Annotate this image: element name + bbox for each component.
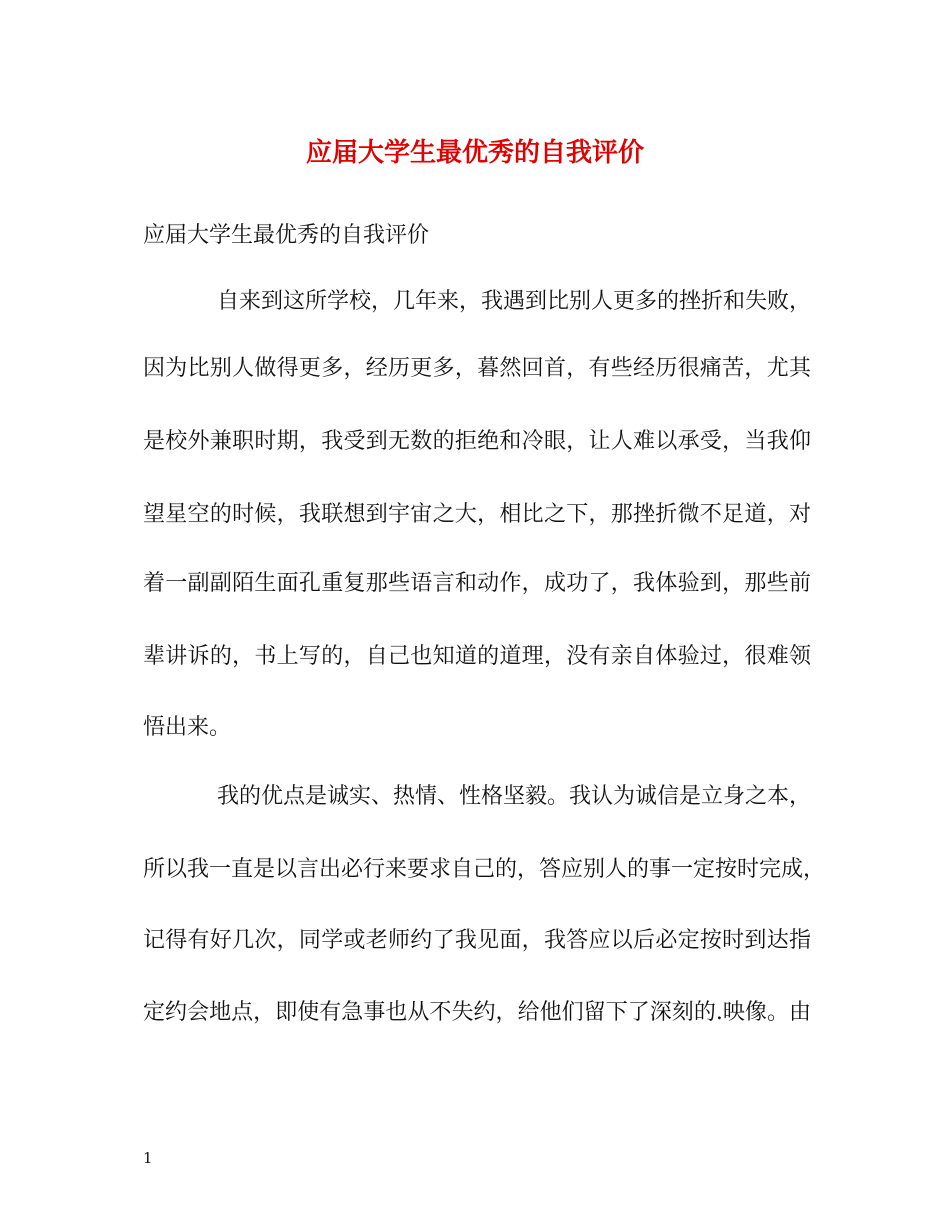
paragraph-line: 所以我一直是以言出必行来要求自己的，答应别人的事一定按时完成， [143, 857, 826, 882]
document-title: 应届大学生最优秀的自我评价 [305, 138, 644, 168]
paragraph-line: 因为比别人做得更多，经历更多，暮然回首，有些经历很痛苦，尤其 [143, 356, 811, 381]
document-subheading: 应届大学生最优秀的自我评价 [143, 223, 430, 248]
paragraph-line: 悟出来。 [143, 715, 232, 740]
paragraph-line: 记得有好几次，同学或老师约了我见面，我答应以后必定按时到达指 [143, 928, 811, 953]
paragraph-line: 是校外兼职时期，我受到无数的拒绝和冷眼，让人难以承受，当我仰 [143, 429, 811, 454]
paragraph-line: 定约会地点，即使有急事也从不失约，给他们留下了深刻的.映像。由 [143, 1000, 811, 1025]
paragraph-line: 我的优点是诚实、热情、性格坚毅。我认为诚信是立身之本， [217, 784, 812, 809]
paragraph-line: 望星空的时候，我联想到宇宙之大，相比之下，那挫折微不足道，对 [143, 502, 811, 527]
paragraph-line: 自来到这所学校，几年来，我遇到比别人更多的挫折和失败， [217, 289, 812, 314]
paragraph-line: 辈讲诉的，书上写的，自己也知道的道理，没有亲自体验过，很难领 [143, 644, 811, 669]
paragraph-line: 着一副副陌生面孔重复那些语言和动作，成功了，我体验到，那些前 [143, 571, 811, 596]
page-number: 1 [143, 1149, 153, 1167]
